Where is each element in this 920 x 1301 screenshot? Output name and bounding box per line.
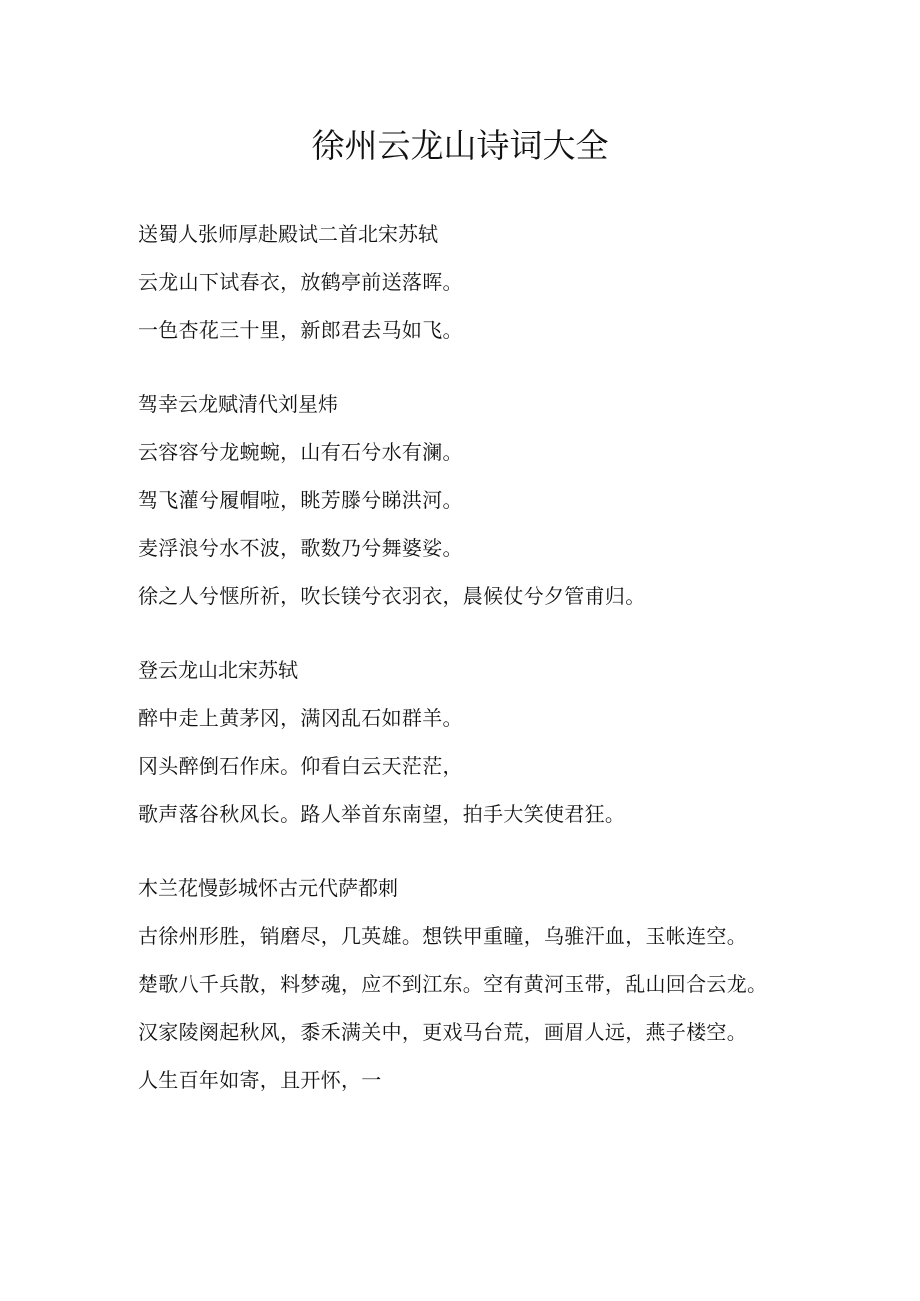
document-title: 徐州云龙山诗词大全 (311, 126, 609, 165)
poem-line: 麦浮浪兮水不波，歌数乃兮舞婆娑。 (138, 536, 463, 560)
poem-line: 楚歌八千兵散，料梦魂，应不到江东。空有黄河玉带，乱山回合云龙。 (138, 972, 768, 996)
poem-heading: 送蜀人张师厚赴殿试二首北宋苏轼 (138, 222, 438, 246)
document-body (138, 222, 838, 1142)
poem-line: 歌声落谷秋风长。路人举首东南望，拍手大笑使君狂。 (138, 802, 626, 826)
poem-heading: 登云龙山北宋苏轼 (138, 658, 298, 682)
poem-section (138, 392, 838, 608)
poem-line: 云容容兮龙蜿蜿，山有石兮水有澜。 (138, 440, 463, 464)
poem-section (138, 876, 838, 1092)
poem-line: 醉中走上黄茅冈，满冈乱石如群羊。 (138, 706, 463, 730)
poem-line: 古徐州形胜，销磨尽，几英雄。想铁甲重瞳，乌骓汗血，玉帐连空。 (138, 924, 747, 948)
poem-line: 人生百年如寄，且开怀，一 (138, 1068, 382, 1092)
poem-section (138, 658, 838, 826)
poem-line: 徐之人兮惬所祈，吹长镁兮衣羽衣，晨候仗兮夕管甫归。 (138, 584, 646, 608)
poem-heading: 木兰花慢彭城怀古元代萨都刺 (138, 876, 398, 900)
poem-line: 汉家陵阕起秋风，黍禾满关中，更戏马台荒，画眉人远，燕子楼空。 (138, 1020, 747, 1044)
poem-line: 驾飞灌兮履帽啦，眺芳滕兮睇洪河。 (138, 488, 463, 512)
poem-line: 一色杏花三十里，新郎君去马如飞。 (138, 318, 463, 342)
poem-section (138, 222, 838, 342)
poem-line: 云龙山下试春衣，放鹤亭前送落晖。 (138, 270, 463, 294)
poem-line: 冈头醉倒石作床。仰看白云天茫茫， (138, 754, 463, 778)
poem-heading: 驾幸云龙赋清代刘星炜 (138, 392, 338, 416)
